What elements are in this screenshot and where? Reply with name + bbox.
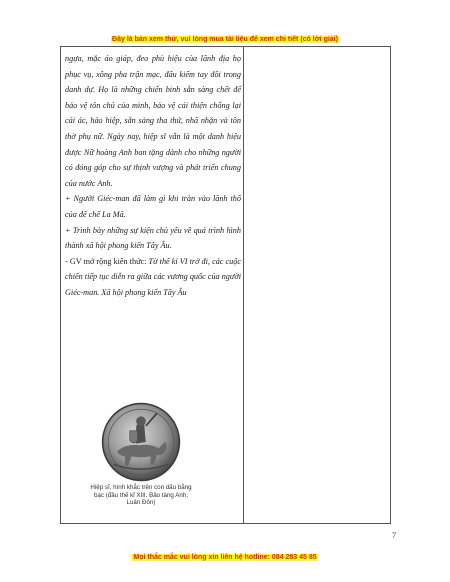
- bottom-notice: [0, 546, 450, 564]
- knight-description: ngựa, mặc áo giáp, đeo phù hiệu của lãnh địa họ phục vụ, xông pha trận mạc, đấu kiếm tay đôi trong danh dự. Họ là những chiến binh sẵn sàng chết để bảo vệ tôn chủ của mình, bảo vệ cái thiện chống lại cái ác, hào hiệp, sẵn sàng tha thứ, nhã nhặn và tôn thờ phụ nữ. Ngày nay, hiệp sĩ vẫn là một danh hiệu được Nữ hoàng Anh ban tặng dành cho những người có đóng góp cho sự thịnh vượng và phát triển chung của nước Anh.: [65, 54, 241, 188]
- teacher-extension-text: Từ thế kỉ VI trở đi, các cuộc chiến tiếp tục diễn ra giữa các vương quốc của người Giéc-man. Xã hội phong kiến Tây Âu: [65, 256, 241, 297]
- left-column: [65, 51, 241, 301]
- page-number: 7: [392, 531, 396, 540]
- column-divider: [243, 47, 244, 523]
- top-notice: [0, 28, 450, 46]
- lesson-table: [60, 46, 391, 524]
- knight-seal-figure: [89, 402, 193, 507]
- teacher-extension: [65, 254, 241, 301]
- question-feudal-formation: + Trình bày những sự kiện chủ yếu về quá trình hình thành xã hội phong kiến Tây Âu.: [65, 225, 241, 251]
- knight-seal-image: [101, 402, 181, 482]
- top-notice-text: Đây là bản xem thử, vui lòng mua tài liệu để xem chi tiết (có lời giải): [112, 36, 338, 43]
- bottom-notice-text: Mọi thắc mắc vui lòng xin liên hệ hotline: 084 283 45 85: [133, 554, 317, 561]
- question-germanic-invasion: + Người Giéc-man đã làm gì khi tràn vào lãnh thổ của đế chế La Mã.: [65, 194, 241, 219]
- teacher-extension-prefix: - GV mở rộng kiến thức:: [65, 256, 149, 266]
- figure-caption: Hiệp sĩ, hình khắc trên con dấu bằng bạc (đầu thế kỉ XIII, Bảo tàng Anh, Luân Đôn): [90, 484, 192, 507]
